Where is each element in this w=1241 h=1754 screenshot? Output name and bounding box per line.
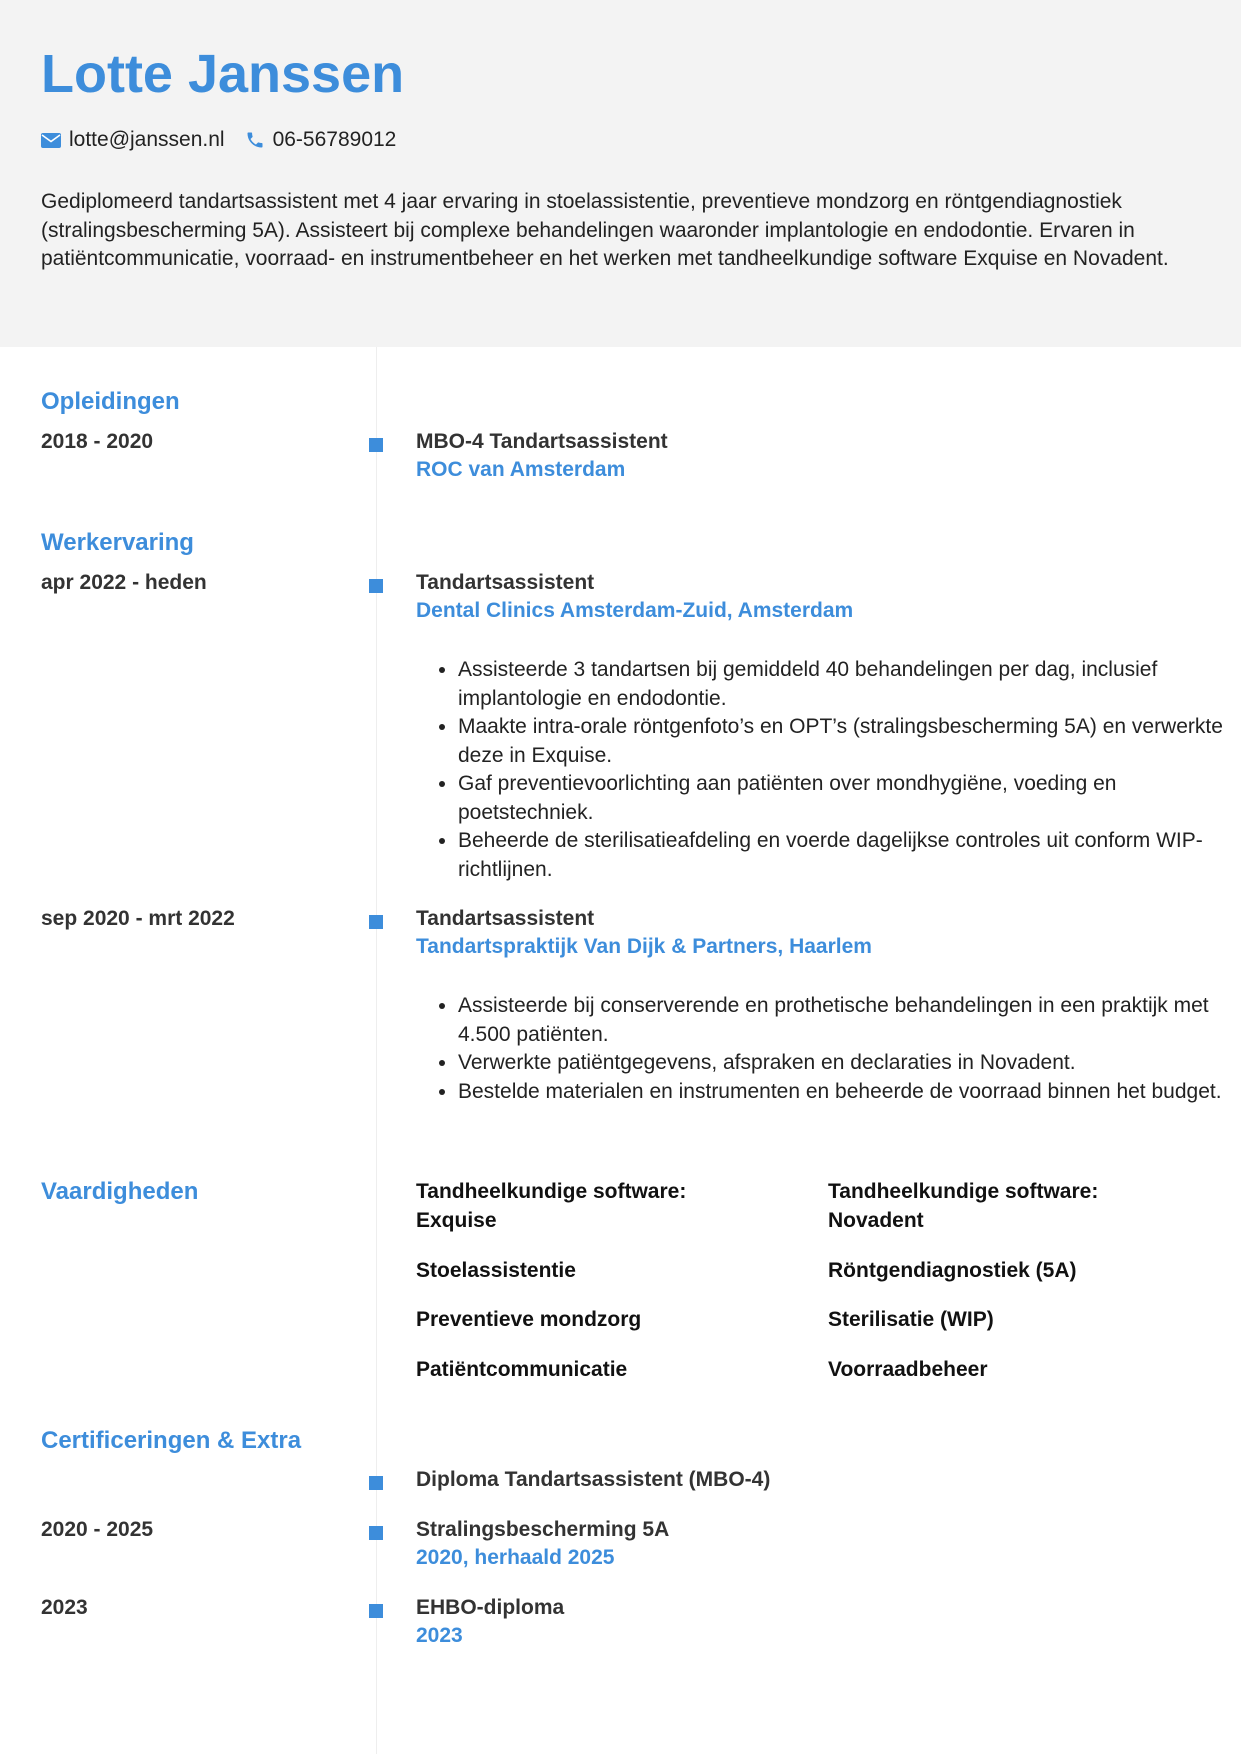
experience-2-employer: Tandartspraktijk Van Dijk & Partners, Haarlem [416,935,872,958]
list-item: • Maakte intra-orale röntgenfoto’s en OPT’s (stralingsbescherming 5A) en verwerkte deze in Exquise. [458,713,1228,770]
email-text: lotte@janssen.nl [69,128,225,151]
skill-item: Patiëntcommunicatie [416,1358,628,1381]
contact-row [41,128,416,152]
phone-text: 06-56789012 [272,128,397,151]
skill-item: Preventieve mondzorg [416,1308,642,1331]
list-item: • Assisteerde bij conserverende en prothetische behandelingen in een praktijk met 4.500 patiënten. [458,992,1228,1049]
experience-1-period: apr 2022 - heden [41,571,207,594]
experience-heading: Werkervaring [41,529,194,556]
certification-2-title: Stralingsbescherming 5A [416,1518,670,1541]
skill-item: Stoelassistentie [416,1259,576,1282]
list-item: • Bestelde materialen en instrumenten en beheerde de voorraad binnen het budget. [458,1078,1228,1107]
envelope-icon [41,133,61,148]
experience-1-employer: Dental Clinics Amsterdam-Zuid, Amsterdam [416,599,854,622]
certification-1-title: Diploma Tandartsassistent (MBO-4) [416,1468,771,1491]
candidate-name: Lotte Janssen [41,44,405,104]
timeline-marker [369,915,383,929]
phone-icon [245,130,265,150]
certification-2-period: 2020 - 2025 [41,1518,154,1541]
timeline-marker [369,579,383,593]
timeline-divider [376,347,377,1754]
experience-1-bullets [416,656,1228,884]
skill-item: Voorraadbeheer [828,1358,988,1381]
education-heading: Opleidingen [41,388,180,415]
skill-item: Sterilisatie (WIP) [828,1308,994,1331]
list-item: • Verwerkte patiëntgegevens, afspraken en declaraties in Novadent. [458,1049,1228,1078]
education-institution: ROC van Amsterdam [416,458,626,481]
skill-item: Röntgendiagnostiek (5A) [828,1259,1077,1282]
timeline-marker [369,1476,383,1490]
skill-item: Tandheelkundige software: Exquise [416,1180,687,1232]
experience-2-bullets [416,992,1228,1106]
experience-1-title: Tandartsassistent [416,571,595,594]
certification-3-detail: 2023 [416,1624,463,1647]
certification-3-period: 2023 [41,1596,88,1619]
certification-3-title: EHBO-diploma [416,1596,565,1619]
timeline-marker [369,438,383,452]
certification-2-detail: 2020, herhaald 2025 [416,1546,615,1569]
header [0,0,1241,347]
list-item: • Beheerde de sterilisatieafdeling en voerde dagelijkse controles uit conform WIP-richtlijnen. [458,827,1228,884]
list-item: • Gaf preventievoorlichting aan patiënten over mondhygiëne, voeding en poetstechniek. [458,770,1228,827]
list-item: • Assisteerde 3 tandartsen bij gemiddeld 40 behandelingen per dag, inclusief implantologie en endodontie. [458,656,1228,713]
profile-summary: Gediplomeerd tandartsassistent met 4 jaar ervaring in stoelassistentie, preventieve mondzorg en röntgendiagnostiek (stralingsbescherming 5A). Assisteert bij complexe behandelingen waaronder implantologie en endodontie. Ervaren in patiëntcommunicatie, voorraad- en instrumentbeheer en het werken met tandheelkundige software Exquise en Novadent. [41,190,1169,271]
education-period: 2018 - 2020 [41,430,154,453]
timeline-marker [369,1604,383,1618]
timeline-marker [369,1526,383,1540]
education-title: MBO-4 Tandartsassistent [416,430,668,453]
skills-heading: Vaardigheden [41,1178,199,1205]
certifications-heading: Certificeringen & Extra [41,1427,302,1454]
experience-2-period: sep 2020 - mrt 2022 [41,907,235,930]
skill-item: Tandheelkundige software: Novadent [828,1180,1099,1232]
contact-email[interactable] [41,128,225,152]
experience-2-title: Tandartsassistent [416,907,595,930]
contact-phone[interactable] [245,128,397,152]
